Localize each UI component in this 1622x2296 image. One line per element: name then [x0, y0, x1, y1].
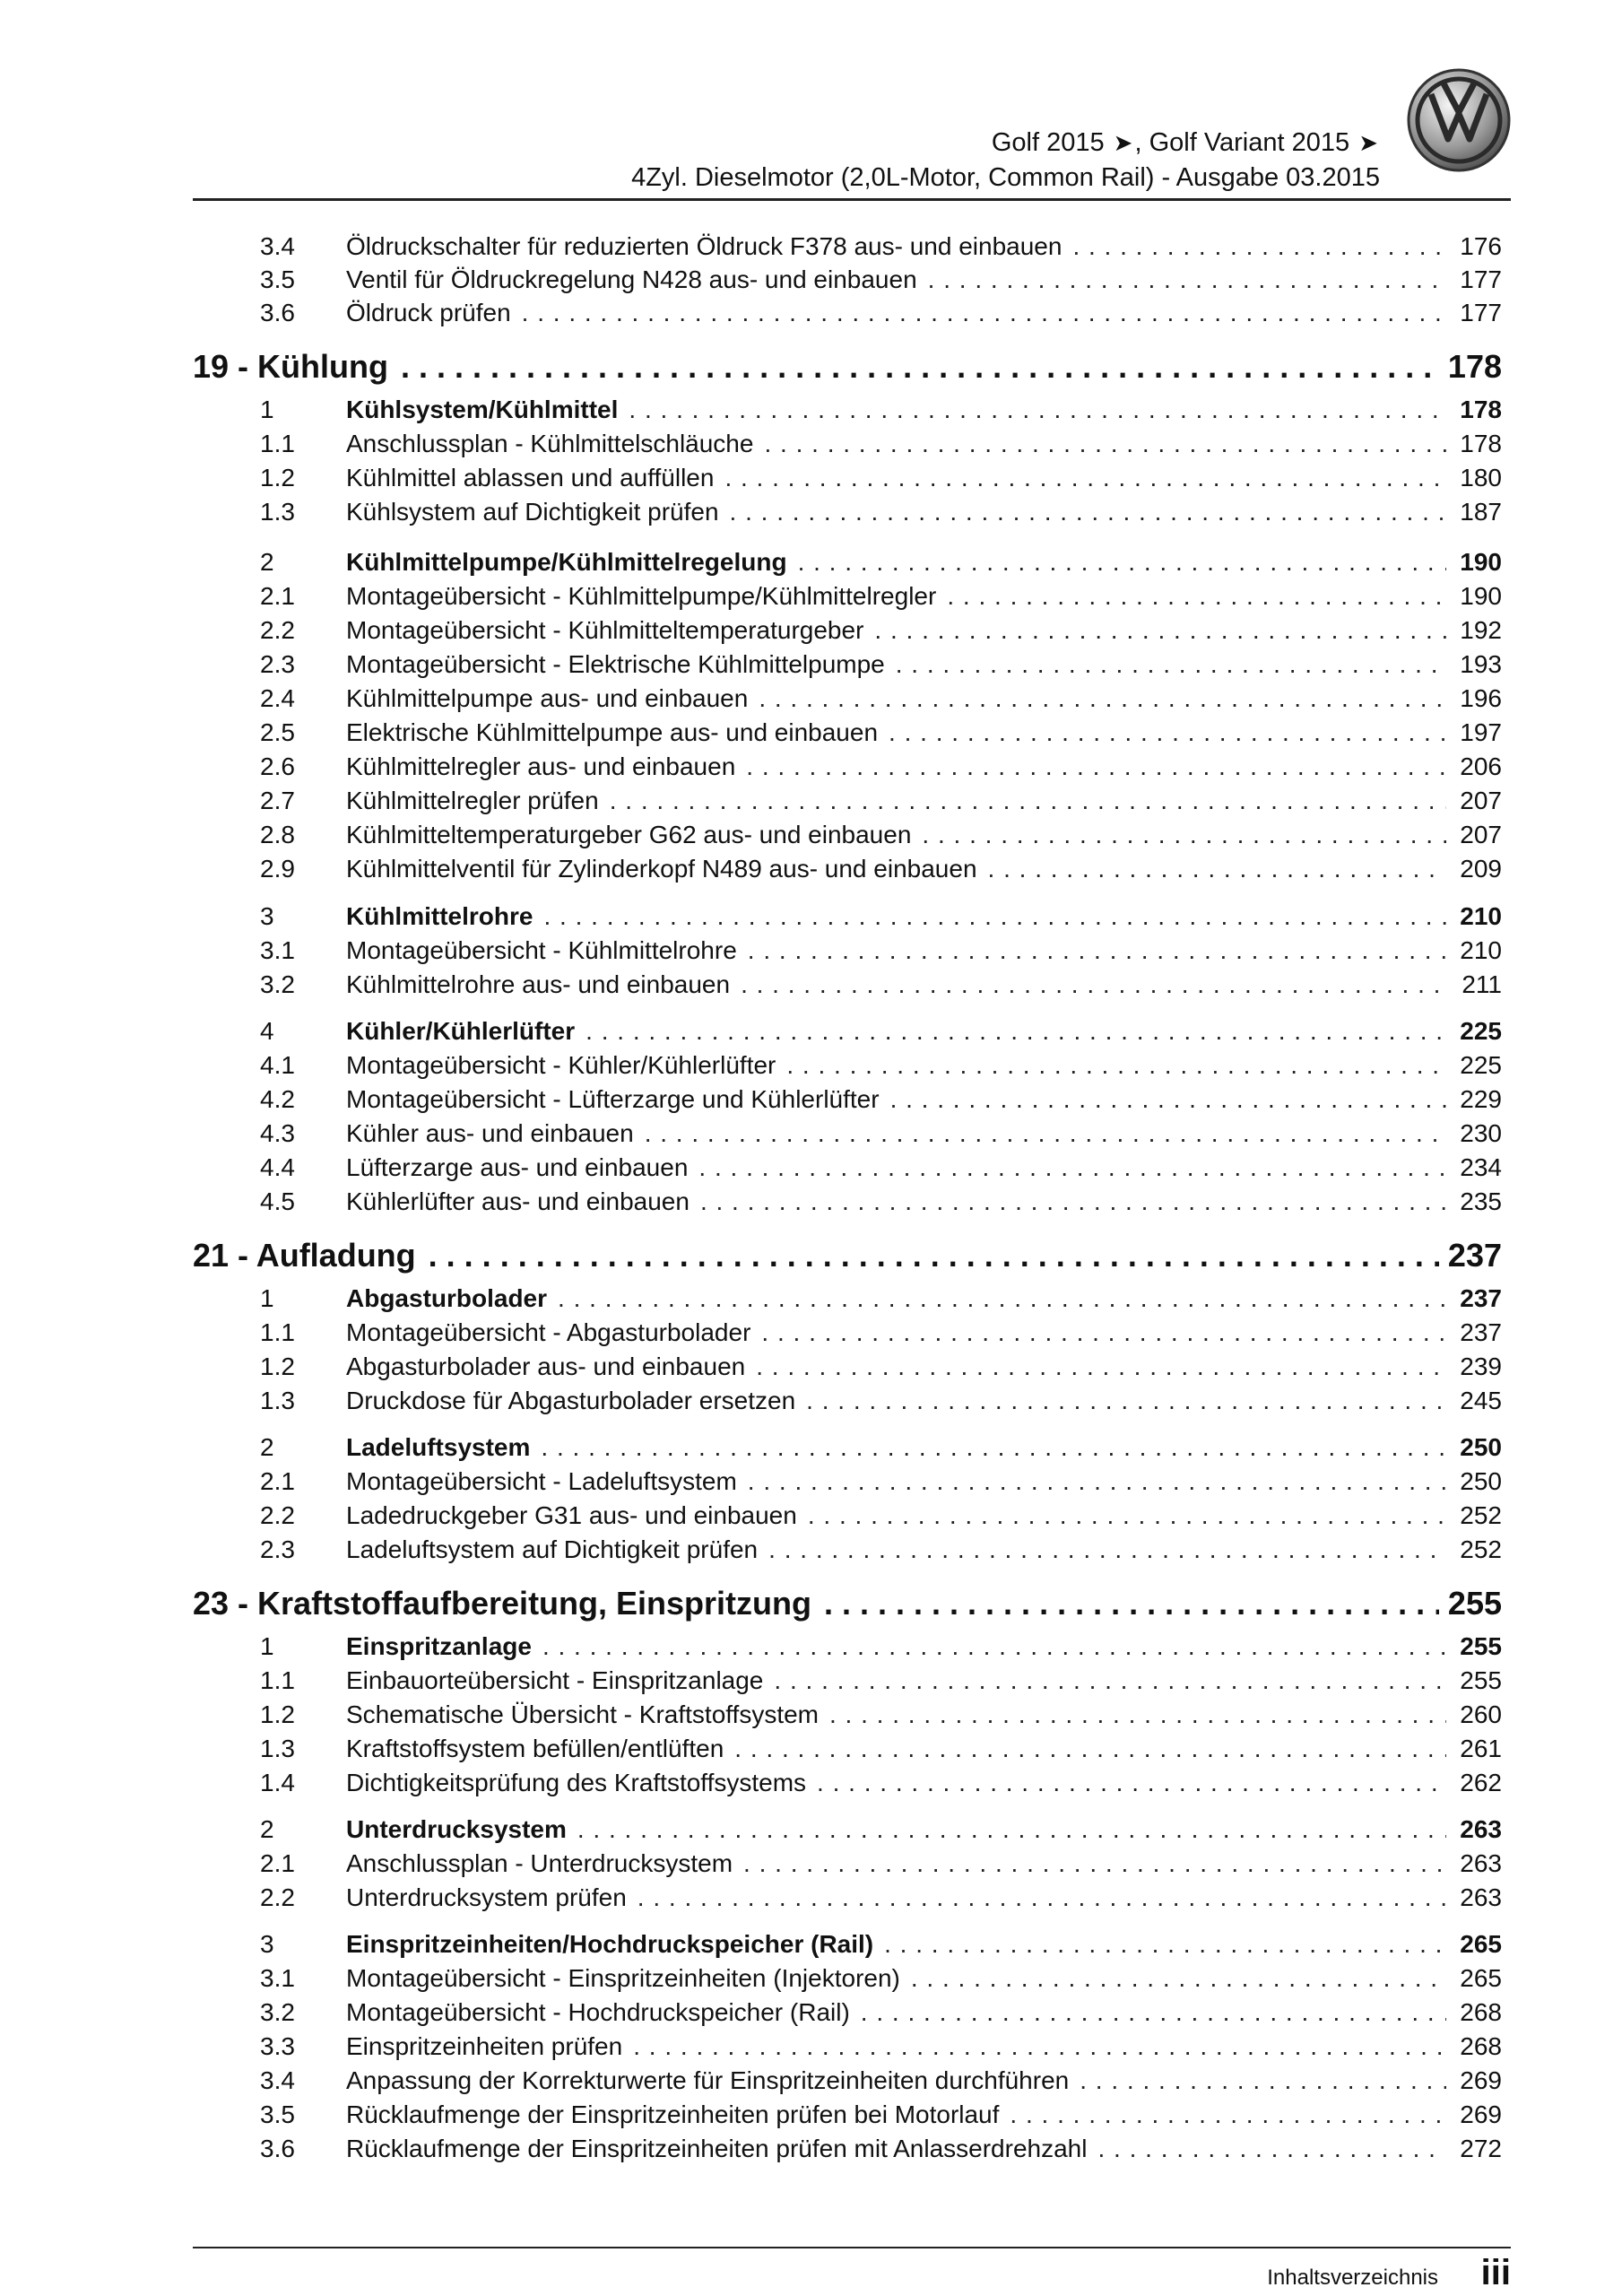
toc-entry-page: 192: [1460, 616, 1502, 644]
toc-entry-title: Kühlerlüfter aus- und einbauen: [346, 1187, 690, 1215]
header-divider: [193, 198, 1511, 201]
toc-entry-page: 207: [1460, 821, 1502, 848]
arrow-icon[interactable]: ➤: [1358, 129, 1378, 156]
dot-leader: [748, 935, 1446, 966]
toc-entry-number: 2: [260, 1433, 274, 1461]
toc-entry-title: Ventil für Öldruckregelung N428 aus- und einbauen: [346, 265, 917, 293]
toc-entry-number: 4.2: [260, 1085, 295, 1113]
toc-subsection[interactable]: [260, 2031, 1502, 2062]
toc-entry-number: 2.3: [260, 650, 295, 678]
toc-section[interactable]: [260, 1283, 1502, 1314]
toc-entry-title: Unterdrucksystem: [346, 1815, 567, 1843]
toc-entry-title: Montageübersicht - Elektrische Kühlmittelpumpe: [346, 650, 885, 678]
toc-entry-page: 187: [1460, 498, 1502, 526]
toc-entry-number: 1.2: [260, 1352, 295, 1380]
toc-entry-page: 206: [1460, 752, 1502, 780]
toc-entry-title: Ladeluftsystem auf Dichtigkeit prüfen: [346, 1535, 759, 1563]
toc-subsection[interactable]: [260, 581, 1502, 612]
toc-entry-title: Montageübersicht - Kühlmitteltemperaturgeber: [346, 616, 864, 644]
toc-entry-page: 263: [1460, 1849, 1502, 1877]
dot-leader: [541, 1432, 1446, 1463]
toc-entry-number: 2: [260, 1815, 274, 1843]
toc-entry-title: Abgasturbolader aus- und einbauen: [346, 1352, 746, 1380]
toc-entry-page: 250: [1460, 1467, 1502, 1495]
toc-entry-number: 2.6: [260, 752, 295, 780]
toc-subsection[interactable]: [260, 1734, 1502, 1764]
toc-entry-page: 230: [1460, 1119, 1502, 1147]
toc-subsection[interactable]: [260, 1963, 1502, 1994]
toc-subsection[interactable]: [260, 970, 1502, 1000]
toc-entry-number: 1.1: [260, 430, 295, 457]
dot-leader: [896, 649, 1446, 680]
dot-leader: [734, 1734, 1446, 1764]
toc-subsection[interactable]: [260, 1118, 1502, 1149]
toc-subsection[interactable]: [260, 786, 1502, 816]
toc-subsection[interactable]: [260, 2066, 1502, 2096]
dot-leader: [798, 547, 1446, 578]
toc-entry-number: 3.5: [260, 2100, 295, 2128]
toc-entry-page: 190: [1460, 548, 1502, 576]
toc-entry-number: 2.7: [260, 787, 295, 814]
toc-entry-title: Ladeluftsystem: [346, 1433, 531, 1461]
toc-entry-page: 209: [1460, 855, 1502, 883]
dot-leader: [861, 1997, 1446, 2028]
toc-entry-page: 178: [1460, 396, 1502, 423]
toc-section[interactable]: [260, 1929, 1502, 1960]
dot-leader: [746, 752, 1446, 782]
toc-entry-title: Montageübersicht - Kühlmittelpumpe/Kühlmittelregler: [346, 582, 937, 610]
toc-entry-title: Druckdose für Abgasturbolader ersetzen: [346, 1387, 796, 1414]
toc-entry-number: 4.1: [260, 1051, 295, 1079]
toc-entry-number: 1.1: [260, 1318, 295, 1346]
toc-subsection[interactable]: [260, 854, 1502, 884]
toc-section[interactable]: [260, 901, 1502, 932]
dot-leader: [645, 1118, 1446, 1149]
toc-subsection[interactable]: [260, 1352, 1502, 1382]
dot-leader: [542, 1631, 1446, 1662]
toc-entry-page: 272: [1460, 2135, 1502, 2162]
toc-chapter-title: 19 - Kühlung: [193, 348, 388, 385]
dot-leader: [1097, 2134, 1446, 2164]
toc-entry-number: 4.5: [260, 1187, 295, 1215]
toc-entry-page: 263: [1460, 1883, 1502, 1911]
toc-entry-title: Kühler/Kühlerlüfter: [346, 1017, 576, 1045]
toc-entry-number: 1.3: [260, 498, 295, 526]
toc-subsection[interactable]: [260, 2100, 1502, 2130]
toc-entry-page: 269: [1460, 2100, 1502, 2128]
toc-subsection[interactable]: [260, 1500, 1502, 1531]
toc-entry-page: 180: [1460, 464, 1502, 491]
toc-entry-title: Montageübersicht - Abgasturbolader: [346, 1318, 751, 1346]
toc-entry-number: 2.1: [260, 582, 295, 610]
dot-leader: [1072, 231, 1446, 262]
toc-subsection[interactable]: [260, 1848, 1502, 1879]
header-engine-line: 4Zyl. Dieselmotor (2,0L-Motor, Common Rail) - Ausgabe 03.2015: [631, 163, 1380, 192]
header-model-b: , Golf Variant 2015: [1134, 128, 1350, 157]
dot-leader: [558, 1283, 1446, 1314]
toc-subsection[interactable]: [260, 820, 1502, 850]
toc-entry-title: Montageübersicht - Ladeluftsystem: [346, 1467, 737, 1495]
toc-chapter-page: 178: [1447, 348, 1502, 385]
toc-section[interactable]: [260, 1814, 1502, 1845]
toc-entry-number: 1: [260, 1632, 274, 1660]
toc-entry-page: 250: [1460, 1433, 1502, 1461]
dot-leader: [730, 497, 1446, 527]
toc-entry-title: Einspritzeinheiten prüfen: [346, 2032, 623, 2060]
toc-entry-number: 2.1: [260, 1849, 295, 1877]
toc-entry-title: Anschlussplan - Unterdrucksystem: [346, 1849, 733, 1877]
toc-entry-page: 261: [1460, 1735, 1502, 1762]
toc-subsection[interactable]: [260, 265, 1502, 295]
toc-entry-title: Kühlmittelregler aus- und einbauen: [346, 752, 736, 780]
toc-entry-title: Öldruckschalter für reduzierten Öldruck F378 aus- und einbauen: [346, 232, 1063, 260]
toc-entry-page: 190: [1460, 582, 1502, 610]
toc-subsection[interactable]: [260, 1187, 1502, 1217]
toc-subsection[interactable]: [260, 1152, 1502, 1183]
dot-leader: [638, 1883, 1446, 1913]
toc-subsection[interactable]: [260, 935, 1502, 966]
toc-subsection[interactable]: [260, 615, 1502, 646]
toc-entry-title: Montageübersicht - Einspritzeinheiten (Injektoren): [346, 1964, 900, 1992]
toc-entry-title: Kraftstoffsystem befüllen/entlüften: [346, 1735, 724, 1762]
toc-entry-page: 265: [1460, 1964, 1502, 1992]
dot-leader: [829, 1700, 1446, 1730]
toc-entry-title: Kühlmittel ablassen und auffüllen: [346, 464, 715, 491]
toc-entry-page: 255: [1460, 1632, 1502, 1660]
toc-entry-title: Kühlmittelpumpe aus- und einbauen: [346, 684, 749, 712]
toc-entry-page: 178: [1460, 430, 1502, 457]
toc-entry-page: 225: [1460, 1017, 1502, 1045]
toc-entry-number: 1.2: [260, 464, 295, 491]
toc-entry-title: Kühlmittelrohre aus- und einbauen: [346, 970, 731, 998]
toc-entry-page: 237: [1460, 1284, 1502, 1312]
toc-subsection[interactable]: [260, 1700, 1502, 1730]
toc-entry-number: 3: [260, 902, 274, 930]
toc-subsection[interactable]: [260, 1084, 1502, 1115]
toc-entry-title: Rücklaufmenge der Einspritzeinheiten prüfen mit Anlasserdrehzahl: [346, 2135, 1088, 2162]
toc-entry-number: 3.1: [260, 1964, 295, 1992]
toc-entry-title: Anpassung der Korrekturwerte für Einspritzeinheiten durchführen: [346, 2066, 1070, 2094]
dot-leader: [768, 1535, 1446, 1565]
toc-entry-number: 1: [260, 1284, 274, 1312]
toc-entry-number: 4.4: [260, 1153, 295, 1181]
dot-leader: [911, 1963, 1446, 1994]
toc-entry-number: 3.6: [260, 2135, 295, 2162]
toc-entry-number: 1.2: [260, 1700, 295, 1728]
dot-leader: [522, 298, 1446, 328]
toc-chapter[interactable]: [193, 1585, 1502, 1622]
toc-entry-page: 197: [1460, 718, 1502, 746]
toc-subsection[interactable]: [260, 463, 1502, 493]
toc-entry-title: Anschlussplan - Kühlmittelschläuche: [346, 430, 754, 457]
toc-entry-number: 4: [260, 1017, 274, 1045]
toc-entry-page: 252: [1460, 1501, 1502, 1529]
toc-section[interactable]: [260, 547, 1502, 578]
dot-leader: [610, 786, 1446, 816]
toc-subsection[interactable]: [260, 1386, 1502, 1416]
toc-entry-number: 2.2: [260, 1501, 295, 1529]
toc-entry-number: 2.3: [260, 1535, 295, 1563]
toc-entry-number: 1.1: [260, 1666, 295, 1694]
footer-label: Inhaltsverzeichnis: [1267, 2266, 1438, 2290]
toc-entry-number: 3.5: [260, 265, 295, 293]
toc-entry-number: 2.4: [260, 684, 295, 712]
toc-chapter-page: 237: [1447, 1237, 1502, 1274]
toc-entry-title: Unterdrucksystem prüfen: [346, 1883, 627, 1911]
toc-entry-title: Einspritzeinheiten/Hochdruckspeicher (Rail): [346, 1930, 874, 1958]
toc-subsection[interactable]: [260, 231, 1502, 262]
toc-subsection[interactable]: [260, 298, 1502, 328]
dot-leader: [748, 1466, 1446, 1497]
header-model-a: Golf 2015: [991, 128, 1105, 157]
dot-leader: [700, 1187, 1446, 1217]
dot-leader: [786, 1050, 1446, 1081]
toc-entry-title: Einbauorteübersicht - Einspritzanlage: [346, 1666, 764, 1694]
vw-logo-icon: [1406, 67, 1512, 173]
toc-entry-title: Montageübersicht - Lüfterzarge und Kühlerlüfter: [346, 1085, 880, 1113]
toc-entry-number: 3.3: [260, 2032, 295, 2060]
toc-entry-page: 269: [1460, 2066, 1502, 2094]
toc-entry-title: Kühlsystem/Kühlmittel: [346, 396, 619, 423]
toc-subsection[interactable]: [260, 429, 1502, 459]
arrow-icon[interactable]: ➤: [1113, 129, 1133, 156]
toc-entry-title: Montageübersicht - Kühlmittelrohre: [346, 936, 737, 964]
dot-leader: [988, 854, 1446, 884]
toc-section[interactable]: [260, 1016, 1502, 1047]
toc-subsection[interactable]: [260, 649, 1502, 680]
toc-entry-title: Kühlmittelregler prüfen: [346, 787, 599, 814]
footer-divider: [193, 2247, 1511, 2248]
dot-leader: [808, 1500, 1446, 1531]
toc-subsection[interactable]: [260, 1318, 1502, 1348]
toc-entry-number: 1: [260, 396, 274, 423]
toc-subsection[interactable]: [260, 1050, 1502, 1081]
toc-entry-number: 1.4: [260, 1769, 295, 1796]
toc-section[interactable]: [260, 1631, 1502, 1662]
toc-entry-page: 234: [1460, 1153, 1502, 1181]
toc-entry-page: 265: [1460, 1930, 1502, 1958]
toc-subsection[interactable]: [260, 1665, 1502, 1696]
toc-entry-number: 3.6: [260, 299, 295, 326]
toc-section[interactable]: [260, 1432, 1502, 1463]
toc-entry-title: Elektrische Kühlmittelpumpe aus- und einbauen: [346, 718, 879, 746]
toc-entry-number: 2.2: [260, 1883, 295, 1911]
footer-page-number: iii: [1480, 2253, 1511, 2292]
toc-entry-number: 3.4: [260, 232, 295, 260]
toc-entry-number: 3.4: [260, 2066, 295, 2094]
dot-leader: [585, 1016, 1446, 1047]
dot-leader: [774, 1665, 1446, 1696]
toc-entry-page: 235: [1460, 1187, 1502, 1215]
toc-entry-number: 2.9: [260, 855, 295, 883]
toc-entry-page: 207: [1460, 787, 1502, 814]
dot-leader: [928, 265, 1446, 295]
toc-entry-page: 262: [1460, 1769, 1502, 1796]
toc-entry-title: Kühlmitteltemperaturgeber G62 aus- und einbauen: [346, 821, 912, 848]
page-header: [0, 0, 1622, 206]
toc-entry-title: Montageübersicht - Kühler/Kühlerlüfter: [346, 1051, 776, 1079]
toc-entry-page: 229: [1460, 1085, 1502, 1113]
toc-entry-title: Kühlmittelpumpe/Kühlmittelregelung: [346, 548, 787, 576]
toc-entry-title: Kühler aus- und einbauen: [346, 1119, 634, 1147]
toc-subsection[interactable]: [260, 2134, 1502, 2164]
toc-entry-page: 268: [1460, 1998, 1502, 2026]
toc-entry-page: 239: [1460, 1352, 1502, 1380]
toc-entry-number: 2.1: [260, 1467, 295, 1495]
dot-leader: [922, 820, 1446, 850]
dot-leader: [756, 1352, 1446, 1382]
toc-entry-page: 225: [1460, 1051, 1502, 1079]
toc-subsection[interactable]: [260, 683, 1502, 714]
dot-leader: [817, 1768, 1446, 1798]
toc-entry-number: 2.5: [260, 718, 295, 746]
toc-entry-title: Lüfterzarge aus- und einbauen: [346, 1153, 689, 1181]
toc-entry-title: Dichtigkeitsprüfung des Kraftstoffsystems: [346, 1769, 807, 1796]
toc-subsection[interactable]: [260, 1997, 1502, 2028]
toc-entry-number: 2.8: [260, 821, 295, 848]
toc-subsection[interactable]: [260, 718, 1502, 748]
toc-entry-page: 193: [1460, 650, 1502, 678]
dot-leader: [1080, 2066, 1446, 2096]
dot-leader: [889, 718, 1446, 748]
toc-entry-title: Rücklaufmenge der Einspritzeinheiten prüfen bei Motorlauf: [346, 2100, 1000, 2128]
toc-entry-page: 211: [1462, 970, 1502, 998]
toc-chapter-page: 255: [1447, 1585, 1502, 1622]
toc-entry-page: 255: [1460, 1666, 1502, 1694]
toc-subsection[interactable]: [260, 1768, 1502, 1798]
toc-entry-page: 196: [1460, 684, 1502, 712]
toc-entry-number: 3.2: [260, 970, 295, 998]
toc-entry-page: 177: [1460, 265, 1502, 293]
toc-entry-page: 176: [1460, 232, 1502, 260]
toc-entry-number: 2.2: [260, 616, 295, 644]
toc-chapter[interactable]: [193, 1237, 1502, 1274]
dot-leader: [401, 348, 1439, 386]
toc-chapter-title: 23 - Kraftstoffaufbereitung, Einspritzung: [193, 1585, 812, 1622]
toc-entry-page: 177: [1460, 299, 1502, 326]
toc-entry-title: Abgasturbolader: [346, 1284, 548, 1312]
toc-entry-title: Einspritzanlage: [346, 1632, 532, 1660]
toc-entry-page: 263: [1460, 1815, 1502, 1843]
toc-chapter-title: 21 - Aufladung: [193, 1237, 416, 1274]
dot-leader: [806, 1386, 1446, 1416]
dot-leader: [698, 1152, 1446, 1183]
toc-entry-number: 3.1: [260, 936, 295, 964]
toc-entry-page: 252: [1460, 1535, 1502, 1563]
toc-entry-number: 3.2: [260, 1998, 295, 2026]
dot-leader: [764, 429, 1446, 459]
toc-entry-page: 237: [1460, 1318, 1502, 1346]
toc-entry-title: Montageübersicht - Hochdruckspeicher (Rail): [346, 1998, 850, 2026]
toc-entry-page: 210: [1460, 936, 1502, 964]
toc-entry-title: Öldruck prüfen: [346, 299, 511, 326]
dot-leader: [874, 615, 1446, 646]
dot-leader: [741, 970, 1446, 1000]
toc-entry-number: 1.3: [260, 1735, 295, 1762]
toc-entry-number: 3: [260, 1930, 274, 1958]
toc-entry-page: 268: [1460, 2032, 1502, 2060]
toc-entry-title: Ladedruckgeber G31 aus- und einbauen: [346, 1501, 797, 1529]
toc-entry-title: Kühlmittelrohre: [346, 902, 533, 930]
dot-leader: [743, 1848, 1446, 1879]
dot-leader: [429, 1237, 1439, 1274]
toc-subsection[interactable]: [260, 752, 1502, 782]
toc-entry-page: 260: [1460, 1700, 1502, 1728]
toc-section[interactable]: [260, 395, 1502, 425]
toc-entry-number: 2: [260, 548, 274, 576]
dot-leader: [759, 683, 1446, 714]
toc-entry-number: 4.3: [260, 1119, 295, 1147]
header-model-line: [992, 128, 1380, 158]
toc-subsection[interactable]: [260, 1466, 1502, 1497]
toc-chapter[interactable]: [193, 348, 1502, 386]
dot-leader: [761, 1318, 1446, 1348]
toc-entry-title: Kühlsystem auf Dichtigkeit prüfen: [346, 498, 719, 526]
dot-leader: [543, 901, 1446, 932]
toc-entry-title: Schematische Übersicht - Kraftstoffsystem: [346, 1700, 819, 1728]
dot-leader: [1010, 2100, 1446, 2130]
dot-leader: [824, 1585, 1439, 1622]
toc-entry-page: 245: [1460, 1387, 1502, 1414]
dot-leader: [884, 1929, 1446, 1960]
toc-entry-number: 1.3: [260, 1387, 295, 1414]
dot-leader: [633, 2031, 1446, 2062]
toc-subsection[interactable]: [260, 1535, 1502, 1565]
toc-entry-title: Kühlmittelventil für Zylinderkopf N489 aus- und einbauen: [346, 855, 977, 883]
dot-leader: [577, 1814, 1446, 1845]
dot-leader: [724, 463, 1446, 493]
toc-subsection[interactable]: [260, 1883, 1502, 1913]
dot-leader: [629, 395, 1446, 425]
toc-entry-page: 210: [1460, 902, 1502, 930]
dot-leader: [890, 1084, 1446, 1115]
toc-subsection[interactable]: [260, 497, 1502, 527]
dot-leader: [947, 581, 1446, 612]
